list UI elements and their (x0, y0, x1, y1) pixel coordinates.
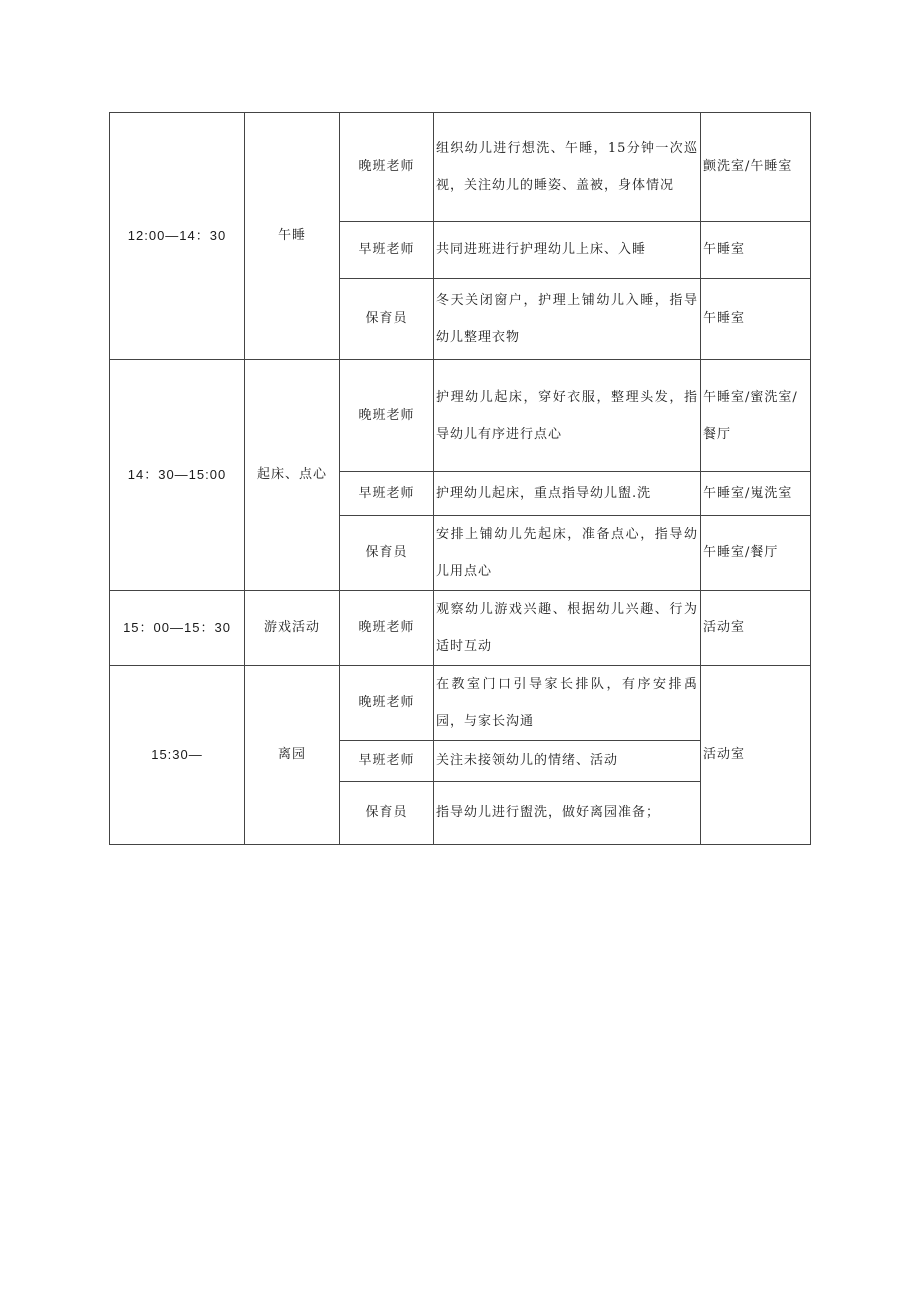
task-cell: 护理幼儿起床，重点指导幼儿盥.洗 (434, 472, 701, 516)
task-cell: 指导幼儿进行盥洗，做好离园准备； (434, 782, 701, 845)
location-cell (701, 360, 811, 472)
role-cell: 保育员 (340, 279, 434, 360)
role-cell: 保育员 (340, 782, 434, 845)
task-text: 安排上铺幼儿先起床，准备点心，指导幼儿用点心 (436, 527, 698, 579)
activity-cell: 午睡 (245, 113, 340, 360)
task-cell: 关注未接领幼儿的情绪、活动 (434, 741, 701, 782)
table-row (110, 360, 811, 472)
role-cell: 晚班老师 (340, 591, 434, 666)
location-cell: 午睡室/餐厅 (701, 516, 811, 591)
table-row (110, 113, 811, 222)
location-cell: 颤洗室/午睡室 (701, 113, 811, 222)
time-cell: 15:30— (110, 666, 245, 845)
task-cell (434, 113, 701, 222)
task-cell (434, 666, 701, 741)
task-cell (434, 279, 701, 360)
task-cell (434, 516, 701, 591)
role-cell: 早班老师 (340, 222, 434, 279)
task-text: 护理幼儿起床，穿好衣服，整理头发，指导幼儿有序进行点心 (436, 389, 698, 442)
task-text: 观察幼儿游戏兴趣、根据幼儿兴趣、行为适时互动 (436, 602, 698, 654)
time-cell: 12:00—14：30 (110, 113, 245, 360)
activity-cell: 起床、点心 (245, 360, 340, 591)
task-cell (434, 360, 701, 472)
schedule-table (109, 112, 811, 845)
role-cell: 晚班老师 (340, 360, 434, 472)
role-cell: 早班老师 (340, 472, 434, 516)
task-text: 冬天关闭窗户，护理上铺幼儿入睡，指导幼儿整理衣物 (436, 293, 698, 345)
role-cell: 保育员 (340, 516, 434, 591)
task-text: 在教室门口引导家长排队，有序安排禹园，与家长沟通 (436, 677, 698, 729)
location-cell: 午睡室 (701, 222, 811, 279)
role-cell: 早班老师 (340, 741, 434, 782)
task-text: 组织幼儿进行想洗、午睡，15分钟一次巡视，关注幼儿的睡姿、盖被，身体情况 (436, 141, 698, 193)
role-cell: 晚班老师 (340, 666, 434, 741)
role-cell: 晚班老师 (340, 113, 434, 222)
task-cell: 共同进班进行护理幼儿上床、入睡 (434, 222, 701, 279)
location-cell: 午睡室/嵬洗室 (701, 472, 811, 516)
table-row (110, 666, 811, 741)
location-cell: 活动室 (701, 666, 811, 845)
task-cell (434, 591, 701, 666)
location-cell: 活动室 (701, 591, 811, 666)
location-text: 午睡室/蜜洗室/餐厅 (703, 389, 798, 442)
activity-cell: 游戏活动 (245, 591, 340, 666)
location-cell: 午睡室 (701, 279, 811, 360)
activity-cell: 离园 (245, 666, 340, 845)
time-cell: 15：00—15：30 (110, 591, 245, 666)
time-cell: 14：30—15:00 (110, 360, 245, 591)
table-row (110, 591, 811, 666)
